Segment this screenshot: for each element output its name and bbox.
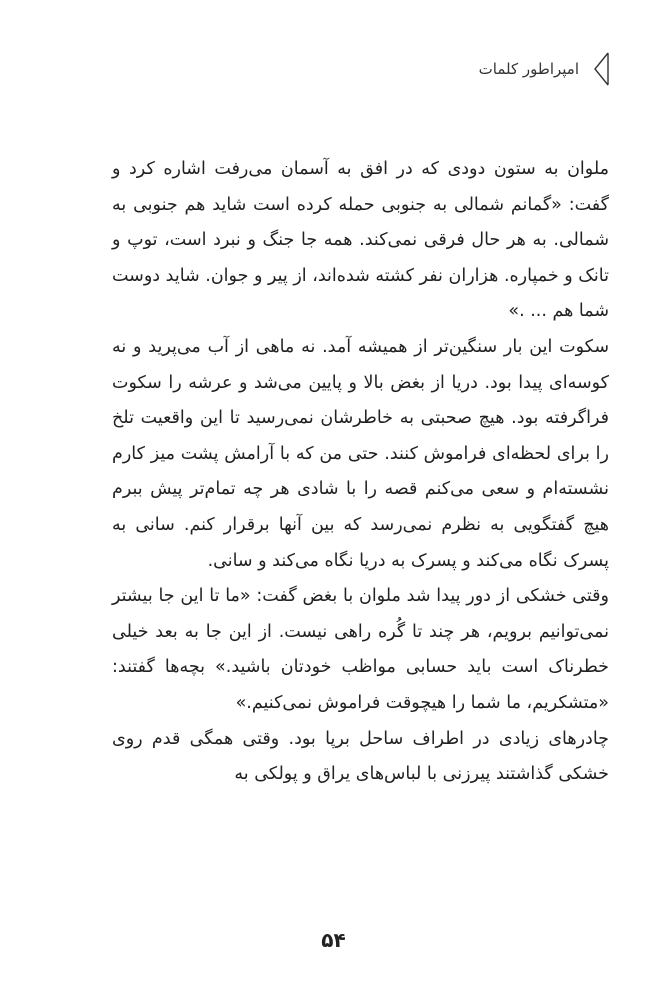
chevron-left-icon <box>593 52 609 86</box>
body-text <box>112 152 609 793</box>
book-title: امپراطور کلمات <box>478 60 579 78</box>
paragraph: وقتی خشکی از دور پیدا شد ملوان با بغض گفت: «ما تا این جا بیشتر نمی‌توانیم برویم، هر چند تا گُره راهی نیست. از این جا به بعد خیلی خطرناک است باید حسابی مواظب خودتان باشید.» بچه‌ها گفتند: «متشکریم، ما شما را هیچوقت فراموش نمی‌کنیم.» <box>112 586 609 713</box>
paragraph: سکوت این بار سنگین‌تر از همیشه آمد. نه ماهی از آب می‌پرید و نه کوسه‌ای پیدا بود. دریا از بغض بالا و پایین می‌شد و عرشه را سکوت فراگرفته بود. هیچ صحبتی به خاطرشان نمی‌رسید تا این واقعیت تلخ را برای لحظه‌ای فراموش کنند. حتی من که با آرامش پشت میز کارم نشسته‌ام و سعی می‌کنم قصه را با شادی هر چه تمام‌تر پیش ببرم هیچ گفتگویی به نظرم نمی‌رسد که بین آنها برقرار کنم. سانی به پسرک نگاه می‌کند و پسرک به دریا نگاه می‌کند و سانی. <box>112 336 609 571</box>
paragraph: چادرهای زیادی در اطراف ساحل برپا بود. وقتی همگی قدم روی خشکی گذاشتند پیرزنی با لباس‌های یراق و پولکی به <box>112 728 609 785</box>
paragraph: ملوان به ستون دودی که در افق به آسمان می‌رفت اشاره کرد و گفت: «گمانم شمالی به جنوبی حمله کرده است شاید هم جنوبی به شمالی. به هر حال فرقی نمی‌کند. همه جا جنگ و نبرد است، توپ و تانک و خمپاره. هزاران نفر کشته شده‌اند، از پیر و جوان. شاید دوست شما هم ... .» <box>112 159 609 322</box>
running-header <box>479 52 609 86</box>
page-number: ۵۴ <box>321 928 346 952</box>
page-footer <box>0 928 667 952</box>
